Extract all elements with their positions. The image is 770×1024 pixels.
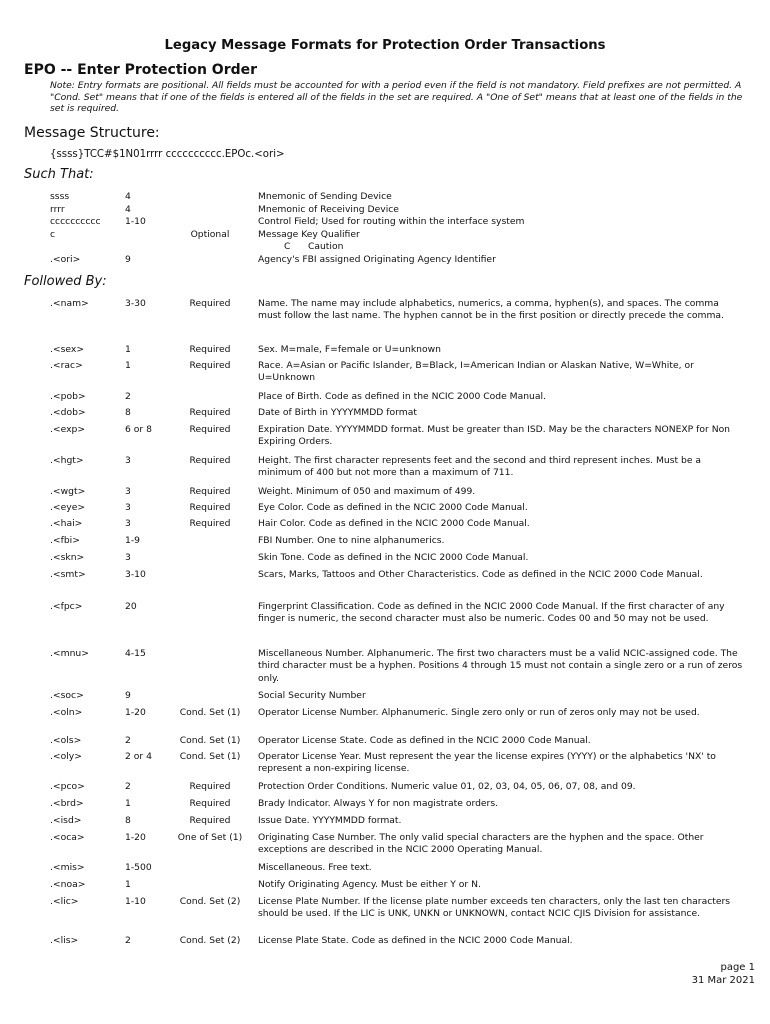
field-length: 4: [125, 191, 131, 202]
field-requirement: Required: [189, 455, 231, 466]
field-length: 1: [125, 879, 131, 890]
field-code: cccccccccc: [50, 216, 101, 227]
field-code: .<oln>: [50, 707, 83, 718]
field-length: 1: [125, 344, 131, 355]
field-description: Control Field; Used for routing within the interface system: [258, 216, 525, 227]
field-code: .<oca>: [50, 832, 85, 843]
field-length: 2: [125, 781, 131, 792]
footer-date: 31 Mar 2021: [691, 974, 755, 986]
section-heading: EPO -- Enter Protection Order: [24, 62, 258, 78]
field-code: .<hai>: [50, 518, 83, 529]
field-description: Race. A=Asian or Pacific Islander, B=Black, I=American Indian or Alaskan Native, W=White, or U=Unknown: [258, 360, 694, 384]
field-requirement: Required: [189, 815, 231, 826]
field-code: .<ols>: [50, 735, 82, 746]
field-description: Miscellaneous. Free text.: [258, 862, 372, 873]
field-code: .<exp>: [50, 424, 86, 435]
field-length: 3-10: [125, 569, 146, 580]
field-description: License Plate Number. If the license plate number exceeds ten characters, only the last ten characters should be used. If the LIC is UNK, UNKN or UNKNOWN, contact NCIC CJIS Division for assistance.: [258, 896, 731, 920]
field-description: Issue Date. YYYYMMDD format.: [258, 815, 402, 826]
field-length: 3: [125, 552, 131, 563]
field-requirement: Required: [189, 424, 231, 435]
field-description: Operator License State. Code as defined in the NCIC 2000 Code Manual.: [258, 735, 591, 746]
field-description: Notify Originating Agency. Must be either Y or N.: [258, 879, 481, 890]
field-code: .<brd>: [50, 798, 84, 809]
field-code: .<sex>: [50, 344, 85, 355]
field-requirement: Cond. Set (2): [179, 935, 241, 946]
field-description: Operator License Number. Alphanumeric. Single zero only or run of zeros only may not be used.: [258, 707, 700, 718]
field-requirement: One of Set (1): [177, 832, 243, 843]
field-length: 1-9: [125, 535, 141, 546]
page-footer: [692, 962, 755, 987]
field-length: 3: [125, 518, 131, 529]
followed-by-heading: Followed By:: [24, 274, 107, 289]
field-requirement: Required: [189, 486, 231, 497]
field-length: 4-15: [125, 648, 146, 659]
field-code: .<fbi>: [50, 535, 80, 546]
field-code: .<oly>: [50, 751, 82, 762]
field-length: 3: [125, 502, 131, 513]
field-description: Mnemonic of Sending Device: [258, 191, 392, 202]
field-description: Operator License Year. Must represent the year the license expires (YYYY) or the alphabetics 'NX' to represent a non-expiring license.: [258, 751, 716, 775]
field-length: 2: [125, 735, 131, 746]
field-code: .<nam>: [50, 298, 89, 309]
field-length: 2: [125, 935, 131, 946]
field-requirement: Required: [189, 344, 231, 355]
field-code: rrrr: [50, 204, 65, 215]
field-requirement: Cond. Set (1): [179, 751, 241, 762]
field-description: Date of Birth in YYYYMMDD format: [258, 407, 417, 418]
field-description: Originating Case Number. The only valid special characters are the hyphen and the space. Other exceptions are described in the NCIC 2000 Operating Manual.: [258, 832, 704, 856]
field-length: 1-10: [125, 216, 146, 227]
field-length: 1: [125, 360, 131, 371]
format-note: Note: Entry formats are positional. All fields must be accounted for with a period even if the field is not mandatory. Field prefixes are not permitted. A "Cond. Set" means that if one of the fields is entered all of the fields in the set are required. A "One of Set" means that at least one of the fields in the set is required.: [50, 80, 743, 115]
field-code: .<eye>: [50, 502, 86, 513]
field-code: .<fpc>: [50, 601, 83, 612]
field-requirement: Cond. Set (2): [179, 896, 241, 907]
field-length: 3: [125, 455, 131, 466]
field-length: 1: [125, 798, 131, 809]
field-code: .<mnu>: [50, 648, 89, 659]
field-description: Eye Color. Code as defined in the NCIC 2000 Code Manual.: [258, 502, 528, 513]
field-requirement: Required: [189, 407, 231, 418]
message-structure-heading: Message Structure:: [24, 125, 160, 141]
field-code: .<skn>: [50, 552, 85, 563]
field-description: Social Security Number: [258, 690, 366, 701]
field-code: .<wgt>: [50, 486, 86, 497]
field-description: [258, 229, 743, 254]
field-requirement: Cond. Set (1): [179, 707, 241, 718]
field-description: Place of Birth. Code as defined in the NCIC 2000 Code Manual.: [258, 391, 546, 402]
field-length: 1-500: [125, 862, 152, 873]
field-code: .<rac>: [50, 360, 83, 371]
field-description: Scars, Marks, Tattoos and Other Characteristics. Code as defined in the NCIC 2000 Code Manual.: [258, 569, 703, 580]
field-requirement: Optional: [190, 229, 230, 240]
field-requirement: Required: [189, 502, 231, 513]
field-description: Name. The name may include alphabetics, numerics, a comma, hyphen(s), and spaces. The comma must follow the last name. The hyphen cannot be in the first position or directly precede the comma.: [258, 298, 724, 322]
field-description: Height. The first character represents feet and the second and third represent inches. Must be a minimum of 400 but not more than a maximum of 711.: [258, 455, 702, 479]
field-length: 2: [125, 391, 131, 402]
field-code: c: [50, 229, 56, 240]
field-length: 8: [125, 815, 131, 826]
field-code: .<lic>: [50, 896, 79, 907]
field-length: 3: [125, 486, 131, 497]
field-code: .<pco>: [50, 781, 85, 792]
field-requirement: Cond. Set (1): [179, 735, 241, 746]
field-length: 8: [125, 407, 131, 418]
message-structure: {ssss}TCC#$1N01rrrr cccccccccc.EPOc.<ori>: [50, 149, 285, 160]
field-length: 1-10: [125, 896, 146, 907]
field-code: .<mis>: [50, 862, 85, 873]
qualifier-option: C Caution: [284, 241, 344, 253]
field-description: Fingerprint Classification. Code as defined in the NCIC 2000 Code Manual. If the first character of any finger is numeric, the second character must also be numeric. Codes 00 and 50 may not be used.: [258, 601, 725, 625]
field-description: Skin Tone. Code as defined in the NCIC 2000 Code Manual.: [258, 552, 529, 563]
field-description: Agency's FBI assigned Originating Agency Identifier: [258, 254, 496, 265]
field-length: 1-20: [125, 707, 146, 718]
field-length: 1-20: [125, 832, 146, 843]
such-that-heading: Such That:: [24, 167, 94, 182]
field-description: Miscellaneous Number. Alphanumeric. The first two characters must be a valid NCIC-assigned code. The third character must be a hyphen. Positions 4 through 15 must not contain a single zero or a run of zeros only.: [258, 648, 743, 684]
field-description: Sex. M=male, F=female or U=unknown: [258, 344, 441, 355]
field-length: 3-30: [125, 298, 146, 309]
field-description: Expiration Date. YYYYMMDD format. Must be greater than ISD. May be the characters NONEXP for Non Expiring Orders.: [258, 424, 731, 448]
field-length: 6 or 8: [125, 424, 152, 435]
field-code: .<hgt>: [50, 455, 84, 466]
field-length: 4: [125, 204, 131, 215]
field-requirement: Required: [189, 518, 231, 529]
field-code: .<isd>: [50, 815, 82, 826]
field-code: .<lis>: [50, 935, 79, 946]
field-requirement: Required: [189, 798, 231, 809]
document-title: Legacy Message Formats for Protection Order Transactions: [164, 38, 606, 53]
field-description: FBI Number. One to nine alphanumerics.: [258, 535, 445, 546]
field-description: Brady Indicator. Always Y for non magistrate orders.: [258, 798, 499, 809]
field-length: 9: [125, 690, 131, 701]
field-description: License Plate State. Code as defined in the NCIC 2000 Code Manual.: [258, 935, 573, 946]
page-number: page 1: [720, 962, 755, 973]
field-code: ssss: [50, 191, 70, 202]
field-description: Mnemonic of Receiving Device: [258, 204, 399, 215]
field-code: .<dob>: [50, 407, 86, 418]
field-length: 2 or 4: [125, 751, 152, 762]
field-length: 20: [125, 601, 137, 612]
field-requirement: Required: [189, 360, 231, 371]
field-requirement: Required: [189, 298, 231, 309]
field-length: 9: [125, 254, 131, 265]
field-code: .<pob>: [50, 391, 86, 402]
field-description: Hair Color. Code as defined in the NCIC 2000 Code Manual.: [258, 518, 530, 529]
field-description: Protection Order Conditions. Numeric value 01, 02, 03, 04, 05, 06, 07, 08, and 09.: [258, 781, 636, 792]
field-code: .<smt>: [50, 569, 86, 580]
field-description: Weight. Minimum of 050 and maximum of 499.: [258, 486, 476, 497]
field-code: .<soc>: [50, 690, 84, 701]
field-code: .<ori>: [50, 254, 81, 265]
field-code: .<noa>: [50, 879, 86, 890]
field-description-text: Message Key Qualifier: [258, 229, 360, 240]
field-requirement: Required: [189, 781, 231, 792]
